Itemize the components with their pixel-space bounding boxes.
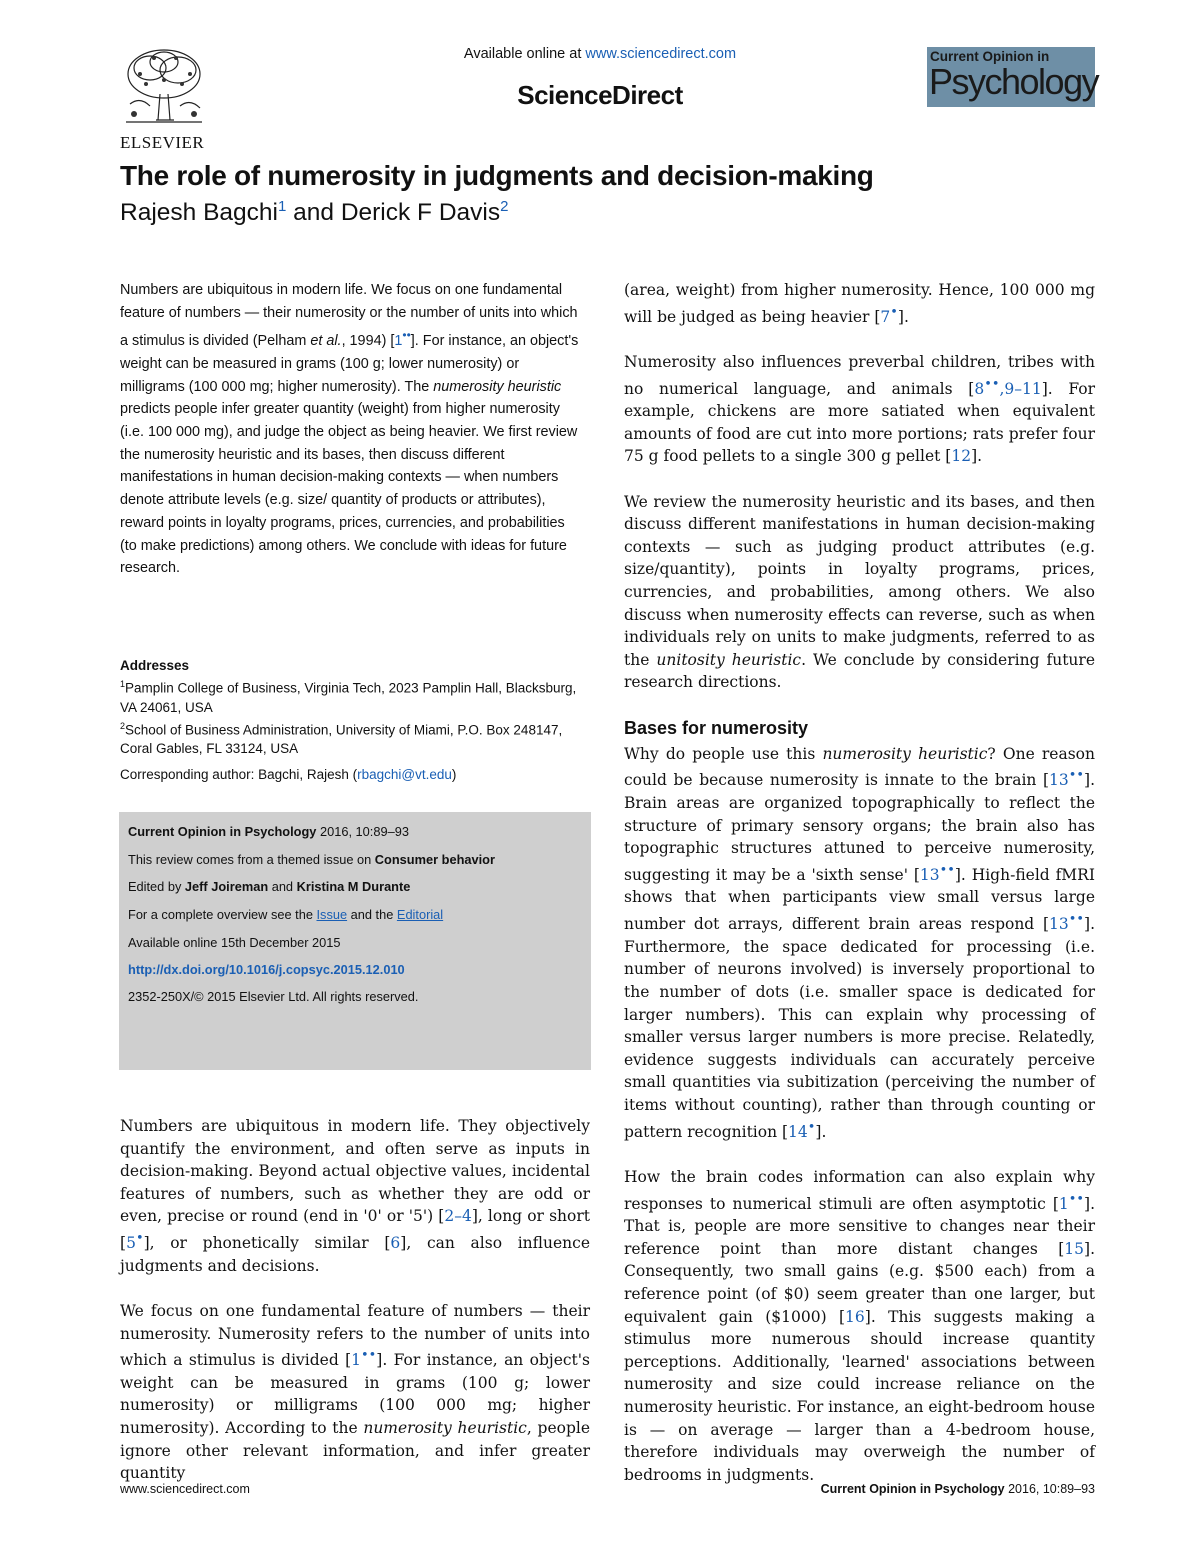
info-theme: This review comes from a themed issue on Consumer behavior	[128, 852, 495, 867]
body-right-column	[624, 279, 1095, 1509]
issue-link[interactable]: Issue	[316, 907, 348, 922]
available-online: Available online at www.sciencedirect.com	[463, 46, 737, 62]
info-journal: Current Opinion in Psychology 2016, 10:89–93	[128, 824, 409, 839]
body-paragraph: We focus on one fundamental feature of numbers — their numerosity. Numerosity refers to the number of units into which a stimulus is divided [1••]. For instance, an object's weight can be measured in grams (100 g; lower numerosity) or milligrams (100 000 mg; higher numerosity). According to the numerosity heuristic, people ignore other relevant information, and infer greater quantity	[120, 1301, 590, 1483]
ref-link[interactable]: 5•	[126, 1230, 144, 1253]
body-paragraph: (area, weight) from higher numerosity. Hence, 100 000 mg will be judged as being heavier [7•].	[624, 281, 1095, 326]
body-paragraph: Why do people use this numerosity heuristic? One reason could be because numerosity is innate to the brain [13••]. Brain areas are organized topographically to reflect the structure of primary sensory organs; the brain also has topographic structures attuned to perceive numerosity, suggesting it may be a 'sixth sense' [13••]. High-field fMRI shows that when participants view small versus large number dot arrays, different brain areas respond [13••]. Furthermore, the space dedicated for processing (i.e. number of neurons involved) is inversely proportional to the number of dots (i.e. smaller space is dedicated for larger numbers). This can explain why processing of smaller versus larger numbers is more precise. Relatedly, evidence suggests individuals can accurately perceive small quantities via subitization (perceiving the number of items without counting), rather than through counting or pattern recognition [14•].	[624, 744, 1095, 1141]
ref-link[interactable]: 15	[1064, 1239, 1085, 1258]
body-paragraph: How the brain codes information can also explain why responses to numerical stimuli are often asymptotic [1••]. That is, people are more sensitive to changes near their reference point than more distant changes [15]. Consequently, two small gains (e.g. $500 each) from a reference point (of $0) seem greater than one larger, but equivalent gain ($1000) [16]. This suggests making a stimulus more numerous should increase quantity perceptions. Additionally, 'learned' associations between numerosity and size could increase reliance on the numerosity heuristic. For instance, an eight-bedroom house is — on average — larger than a 4-bedroom house, therefore individuals may overweigh the number of bedrooms in judgments.	[624, 1167, 1096, 1484]
author-1: Rajesh Bagchi	[120, 199, 278, 227]
ref-link[interactable]: 1••	[351, 1348, 377, 1370]
body-paragraph: We review the numerosity heuristic and its bases, and then discuss different manifestations in human decision-making contexts — such as judging product attributes (e.g. size/quantity), points in loyalty programs, prices, currencies, and probabilities, among others. We also discuss when numerosity effects can reverse, such as when individuals rely on units to make judgments, referred to as the unitosity heuristic. We conclude by considering future research directions.	[624, 492, 1095, 692]
ref-link[interactable]: 13••	[1049, 912, 1085, 934]
address-2: $^2$School of Business Administration, University of Miami, P.O. Box 248147, Coral Gables, FL 33124, USA	[120, 720, 563, 756]
ref-link[interactable]: 1••	[1058, 1191, 1085, 1213]
author-2: Derick F Davis	[340, 199, 501, 227]
footer-url[interactable]: www.sciencedirect.com	[120, 1482, 250, 1496]
address-1: $^1$Pamplin College of Business, Virginia Tech, 2023 Pamplin Hall, Blacksburg, VA 24061, USA	[120, 679, 577, 715]
ref-link[interactable]: 7•	[880, 304, 898, 326]
author-1-affil[interactable]: 1	[277, 198, 287, 215]
info-rights: 2352-250X/© 2015 Elsevier Ltd. All rights reserved.	[128, 989, 419, 1004]
ref-link[interactable]: 1••	[394, 328, 411, 350]
section-heading: Bases for numerosity	[624, 717, 809, 738]
body-paragraph: Numerosity also influences preverbal children, tribes with no numerical language, and animals [8••,9–11]. For example, chickens are more satiated when equivalent amounts of food are cut into more portions; rats prefer four 75 g food pellets to a single 300 g pellet [12].	[624, 352, 1095, 466]
editorial-link[interactable]: Editorial	[396, 907, 444, 922]
ref-link[interactable]: 16	[845, 1307, 865, 1326]
elsevier-wordmark: ELSEVIER	[120, 133, 205, 152]
body-paragraph: Numbers are ubiquitous in modern life. They objectively quantify the environment, and often serve as inputs in decision-making. Beyond actual objective values, incidental features of numbers, such as whether they are odd or even, precise or round (end in '0' or '5') [2–4], long or short [5•], or phonetically similar [6], can also influence judgments and decisions.	[120, 1117, 590, 1275]
abstract: Numbers are ubiquitous in modern life. We focus on one fundamental feature of numbers — their numerosity or the number of units into which a stimulus is divided (Pelham et al., 1994) [1••]. For instance, an object's weight can be measured in grams (100 g; lower numerosity) or milligrams (100 000 mg; higher numerosity). The numerosity heuristic predicts people infer greater quantity (weight) from higher numerosity (i.e. 100 000 mg), and judge the object as being heavier. We first review the numerosity heuristic and its bases, then discuss different manifestations in human decision-making contexts — when numbers denote attribute levels (e.g. size/ quantity of products or attributes), reward points in loyalty programs, prices, currencies, and probabilities (to make predictions) among others. We conclude with ideas for future research.	[120, 282, 579, 577]
article-title: The role of numerosity in judgments and decision-making	[120, 160, 874, 191]
ref-link[interactable]: 14•	[788, 1119, 816, 1141]
info-overview: For a complete overview see the Issue and the Editorial	[128, 907, 444, 922]
corresponding-author: Corresponding author: Bagchi, Rajesh (rbagchi@vt.edu)	[120, 767, 457, 782]
sciencedirect-wordmark: ScienceDirect	[517, 80, 683, 110]
ref-link[interactable]: 2–4	[444, 1207, 472, 1226]
author-2-affil[interactable]: 2	[500, 198, 509, 215]
authors: Rajesh Bagchi$^1$ and Derick F Davis$^2$	[120, 198, 509, 227]
ref-link[interactable]: 6	[390, 1234, 401, 1253]
sciencedirect-link[interactable]: www.sciencedirect.com	[585, 46, 737, 62]
journal-badge-top: Current Opinion in	[930, 49, 1050, 64]
addresses	[120, 656, 590, 758]
article-info-box	[119, 812, 591, 1070]
footer-citation: Current Opinion in Psychology 2016, 10:89–93	[820, 1482, 1095, 1496]
addresses-heading: Addresses	[120, 658, 190, 673]
ref-link[interactable]: 13••	[1049, 768, 1085, 790]
doi-link[interactable]: http://dx.doi.org/10.1016/j.copsyc.2015.12.010	[128, 962, 405, 977]
info-available: Available online 15th December 2015	[128, 935, 341, 950]
author-email-link[interactable]: rbagchi@vt.edu	[357, 767, 452, 782]
ref-link[interactable]: 13••	[919, 862, 955, 884]
body-left-column	[120, 1115, 590, 1507]
journal-badge	[927, 47, 1099, 107]
ref-link[interactable]: 12	[951, 447, 972, 466]
info-editors: Edited by Jeff Joireman and Kristina M Durante	[128, 879, 411, 894]
ref-link[interactable]: ,9–11	[999, 379, 1042, 398]
ref-link[interactable]: 8••	[974, 376, 1000, 398]
journal-badge-name: Psychology	[929, 61, 1099, 102]
